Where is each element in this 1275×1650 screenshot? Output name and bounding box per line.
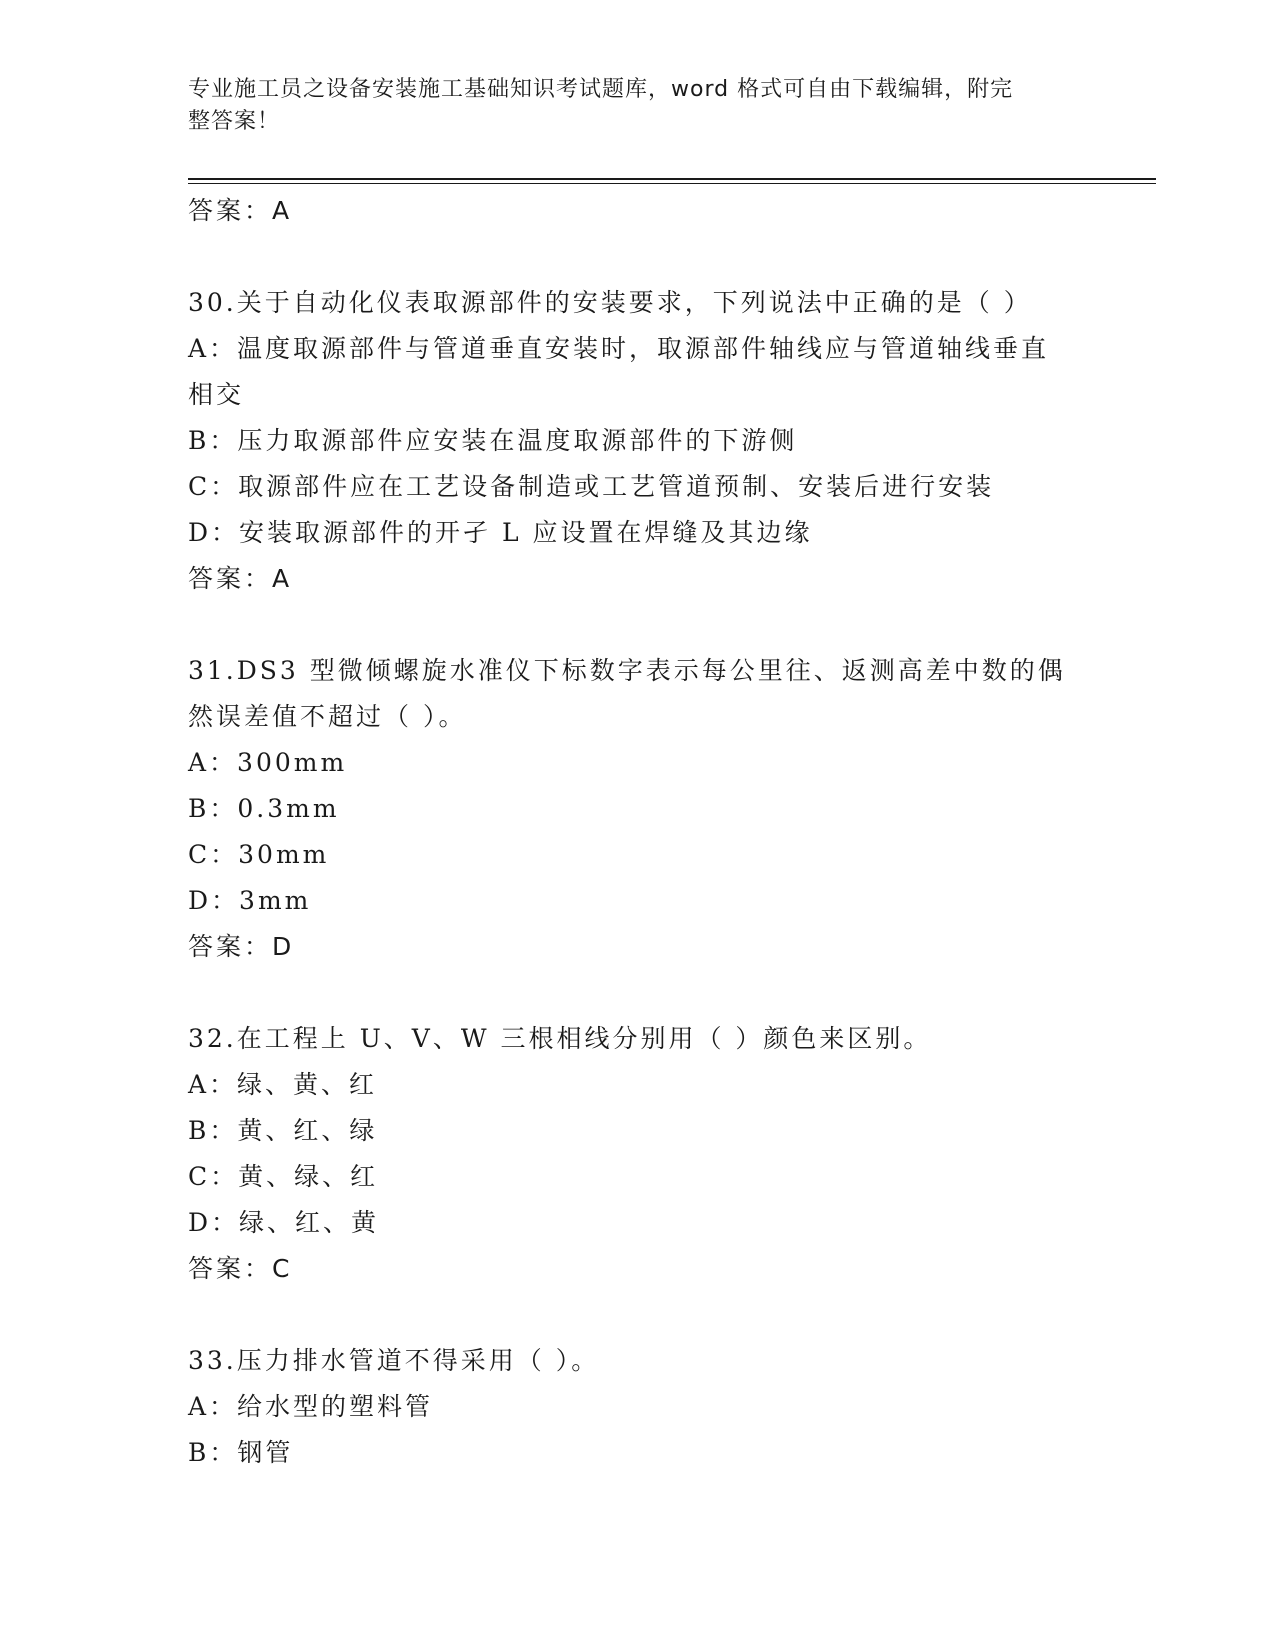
option-b: B：0.3mm bbox=[188, 794, 340, 823]
question-stem: 33.压力排水管道不得采用（ ）。 bbox=[188, 1346, 600, 1375]
answer-line: 答案：C bbox=[188, 1254, 293, 1283]
question-block bbox=[188, 1338, 1088, 1476]
spacer bbox=[188, 1292, 1088, 1338]
header-rule-thick bbox=[188, 178, 1156, 180]
answer-line: 答案：A bbox=[188, 564, 293, 593]
answer-line: 答案：D bbox=[188, 932, 295, 961]
option-b: B：钢管 bbox=[188, 1438, 294, 1467]
header-line-1: 专业施工员之设备安装施工基础知识考试题库，word 格式可自由下载编辑，附完 bbox=[188, 77, 1014, 102]
question-block bbox=[188, 280, 1088, 602]
question-stem: 31.DS3 型微倾螺旋水准仪下标数字表示每公里往、返测高差中数的偶 bbox=[188, 656, 1066, 685]
spacer bbox=[188, 970, 1088, 1016]
option-a: A：300mm bbox=[188, 748, 348, 777]
option-d: D：安装取源部件的开孑 L 应设置在焊缝及其边缘 bbox=[188, 518, 813, 547]
option-a: A：给水型的塑料管 bbox=[188, 1392, 434, 1421]
option-a-continued: 相交 bbox=[188, 380, 245, 409]
question-block bbox=[188, 1016, 1088, 1292]
option-d: D：绿、红、黄 bbox=[188, 1208, 380, 1237]
option-a: A：温度取源部件与管道垂直安装时，取源部件轴线应与管道轴线垂直 bbox=[188, 334, 1050, 363]
option-c: C：取源部件应在工艺设备制造或工艺管道预制、安装后进行安装 bbox=[188, 472, 995, 501]
option-a: A：绿、黄、红 bbox=[188, 1070, 378, 1099]
spacer bbox=[188, 234, 1088, 280]
option-b: B：压力取源部件应安装在温度取源部件的下游侧 bbox=[188, 426, 798, 455]
question-stem-continued: 然误差值不超过（ ）。 bbox=[188, 702, 467, 731]
option-c: C：黄、绿、红 bbox=[188, 1162, 379, 1191]
question-stem: 30.关于自动化仪表取源部件的安装要求，下列说法中正确的是（ ） bbox=[188, 288, 1032, 317]
spacer bbox=[188, 602, 1088, 648]
option-c: C：30mm bbox=[188, 840, 330, 869]
question-stem: 32.在工程上 U、V、W 三根相线分别用（ ）颜色来区别。 bbox=[188, 1024, 932, 1053]
header-rule-thin bbox=[188, 183, 1156, 184]
question-list bbox=[188, 188, 1088, 1476]
answer-line: 答案：A bbox=[188, 196, 293, 225]
document-header bbox=[188, 74, 1068, 138]
option-b: B：黄、红、绿 bbox=[188, 1116, 378, 1145]
header-line-2: 整答案！ bbox=[188, 109, 281, 134]
option-d: D：3mm bbox=[188, 886, 312, 915]
question-block bbox=[188, 648, 1088, 970]
